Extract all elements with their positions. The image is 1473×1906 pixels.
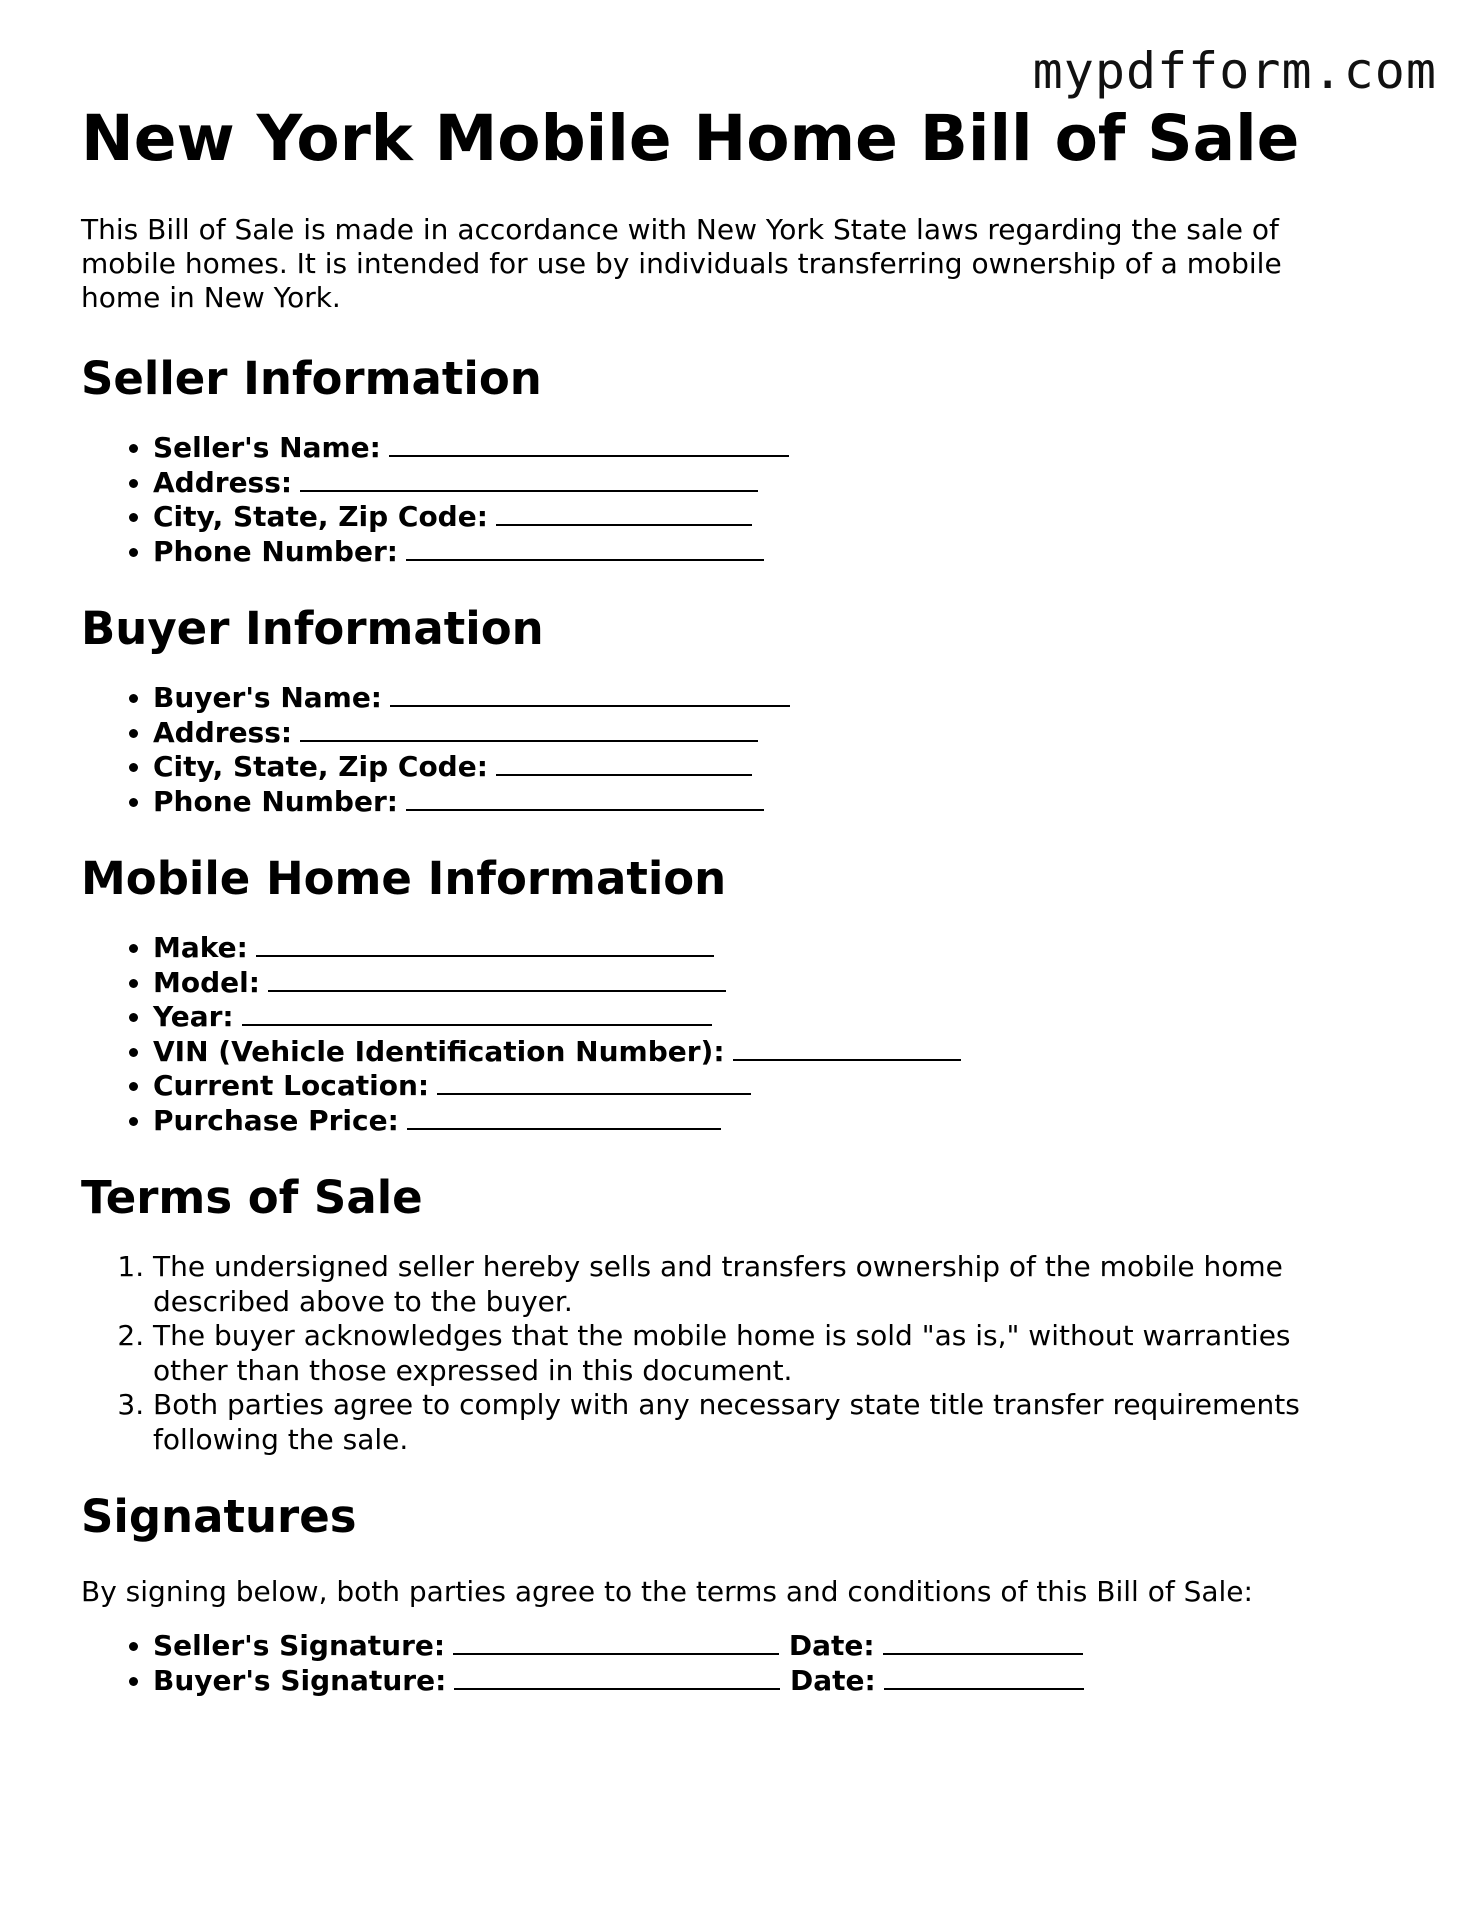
- signature-label: Buyer's Signature:: [153, 1663, 447, 1697]
- year-field: [153, 1000, 1371, 1035]
- buyer-phone-field: [153, 785, 1371, 820]
- field-label: Current Location:: [153, 1069, 430, 1102]
- buyer-name-blank[interactable]: [390, 683, 790, 707]
- buyer-phone-blank[interactable]: [406, 787, 764, 811]
- field-label: Phone Number:: [153, 534, 398, 568]
- signature-list: [81, 1629, 1371, 1698]
- purchase-price-blank[interactable]: [407, 1106, 721, 1130]
- field-label: Model:: [153, 965, 260, 999]
- seller-phone-field: [153, 535, 1371, 570]
- field-label: Phone Number:: [153, 784, 398, 818]
- field-label: Address:: [153, 715, 293, 749]
- date-label: Date:: [788, 1629, 875, 1662]
- seller-heading: Seller Information: [81, 352, 542, 405]
- purchase-price-field: [153, 1104, 1371, 1139]
- seller-address-field: [153, 466, 1371, 501]
- term-item: 2. The buyer acknowledges that the mobile home is sold "as is," without warranties other than those expressed in this document.: [153, 1319, 1371, 1388]
- document-page: [81, 100, 1371, 1698]
- term-item: 1. The undersigned seller hereby sells and transfers ownership of the mobile home described above to the buyer.: [153, 1250, 1371, 1319]
- seller-address-blank[interactable]: [300, 468, 758, 492]
- signature-label: Seller's Signature:: [153, 1629, 446, 1662]
- date-label: Date:: [790, 1663, 876, 1697]
- mobile-home-heading: Mobile Home Information: [81, 852, 727, 905]
- buyer-fields: [81, 681, 1371, 819]
- make-field: [153, 931, 1371, 966]
- terms-list: [81, 1250, 1371, 1457]
- seller-city-state-zip-blank[interactable]: [496, 502, 752, 526]
- terms-section: [81, 1170, 1371, 1457]
- model-field: [153, 966, 1371, 1001]
- buyer-name-field: [153, 681, 1371, 716]
- terms-heading: Terms of Sale: [81, 1171, 423, 1224]
- seller-name-field: [153, 431, 1371, 466]
- signatures-heading: Signatures: [81, 1490, 357, 1543]
- vin-blank[interactable]: [733, 1037, 961, 1061]
- mobile-home-fields: [81, 931, 1371, 1138]
- seller-signature-row: [153, 1629, 1371, 1664]
- signatures-intro: By signing below, both parties agree to the terms and conditions of this Bill of Sale:: [81, 1575, 1253, 1608]
- vin-field: [153, 1035, 1371, 1070]
- seller-signature-blank[interactable]: [453, 1631, 779, 1655]
- seller-name-blank[interactable]: [389, 433, 789, 457]
- buyer-signature-blank[interactable]: [454, 1666, 780, 1690]
- field-label: VIN (Vehicle Identification Number):: [153, 1034, 725, 1068]
- buyer-date-blank[interactable]: [884, 1666, 1084, 1690]
- seller-section: [81, 351, 1371, 569]
- field-label: Year:: [153, 1000, 234, 1033]
- signatures-section: [81, 1489, 1371, 1698]
- buyer-address-field: [153, 716, 1371, 751]
- intro-paragraph: This Bill of Sale is made in accordance with New York State laws regarding the sale of mobile homes. It is intended for use by individuals transferring ownership of a mobile home in New York.: [81, 213, 1282, 314]
- buyer-section: [81, 601, 1371, 819]
- buyer-city-state-zip-blank[interactable]: [496, 752, 752, 776]
- buyer-address-blank[interactable]: [300, 718, 758, 742]
- seller-date-blank[interactable]: [883, 1631, 1083, 1655]
- site-watermark: mypdfform.com: [1032, 42, 1437, 100]
- model-blank[interactable]: [268, 968, 726, 992]
- field-label: City, State, Zip Code:: [153, 750, 488, 783]
- field-label: Purchase Price:: [153, 1103, 399, 1137]
- page-title: New York Mobile Home Bill of Sale: [81, 102, 1300, 175]
- field-label: Make:: [153, 931, 248, 964]
- term-item: 3. Both parties agree to comply with any necessary state title transfer requirements following the sale.: [153, 1388, 1371, 1457]
- current-location-blank[interactable]: [437, 1071, 751, 1095]
- field-label: Address:: [153, 465, 293, 499]
- buyer-city-state-zip-field: [153, 750, 1371, 785]
- field-label: City, State, Zip Code:: [153, 500, 488, 533]
- make-blank[interactable]: [256, 933, 714, 957]
- seller-city-state-zip-field: [153, 500, 1371, 535]
- field-label: Seller's Name:: [153, 431, 381, 464]
- field-label: Buyer's Name:: [153, 681, 383, 714]
- buyer-signature-row: [153, 1664, 1371, 1699]
- seller-phone-blank[interactable]: [406, 537, 764, 561]
- year-blank[interactable]: [242, 1002, 712, 1026]
- current-location-field: [153, 1069, 1371, 1104]
- seller-fields: [81, 431, 1371, 569]
- mobile-home-section: [81, 851, 1371, 1138]
- buyer-heading: Buyer Information: [81, 602, 544, 655]
